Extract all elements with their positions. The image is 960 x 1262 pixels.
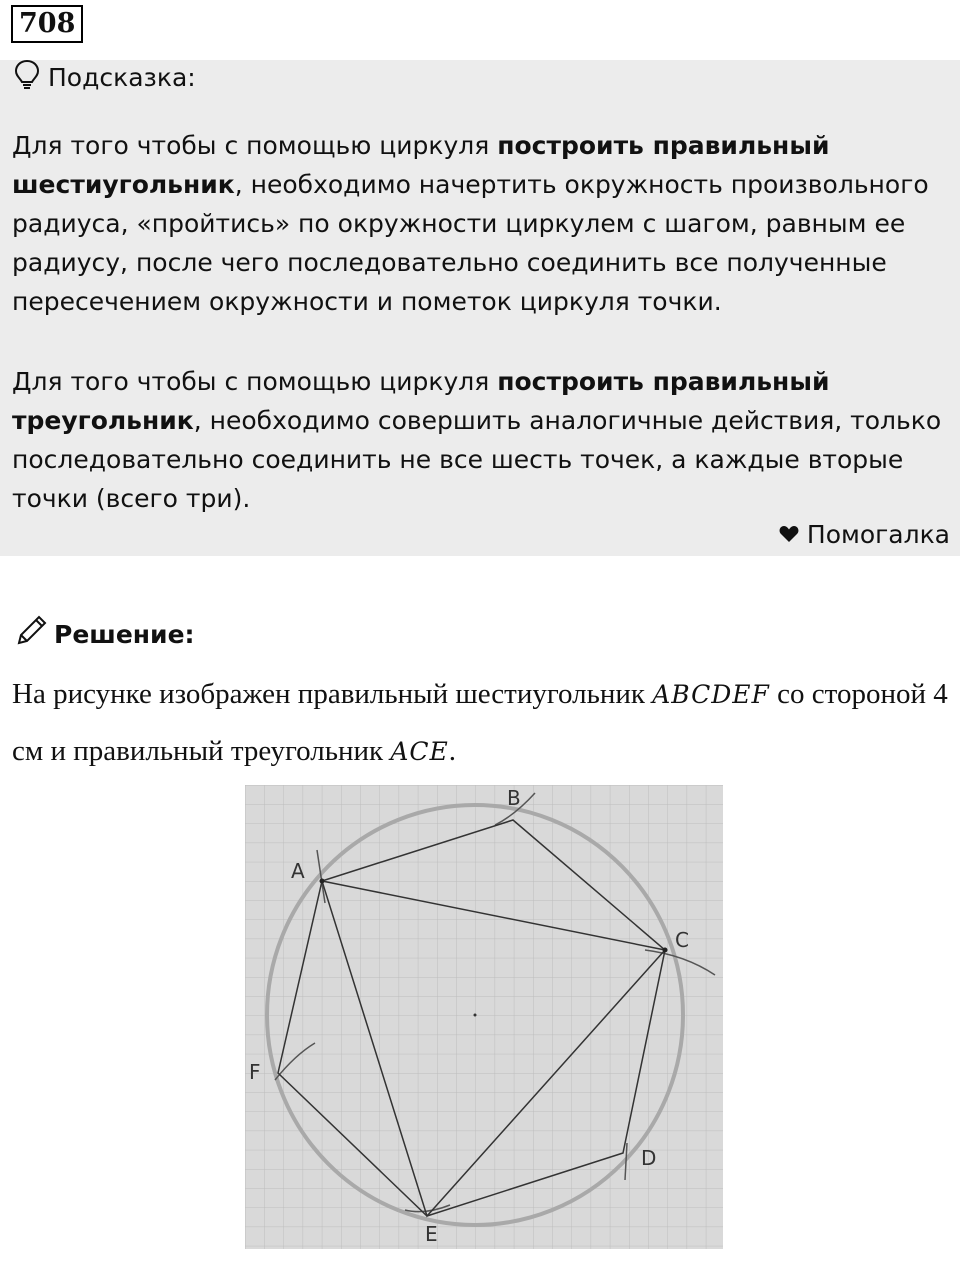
credit-label: Помогалка	[806, 520, 950, 549]
label-c: C	[675, 928, 689, 952]
vertex-c	[663, 948, 668, 953]
solution-text-1: На рисунке изображен правильный шестиугольник	[12, 678, 653, 710]
hint-header	[14, 62, 196, 92]
vertex-a	[320, 879, 325, 884]
label-e: E	[425, 1222, 438, 1246]
solution-title: Решение:	[54, 619, 195, 649]
solution-text-2: со стороной 4 см и правильный треугольник	[12, 678, 948, 767]
construction-figure	[245, 785, 723, 1249]
label-d: D	[641, 1146, 657, 1170]
hint-p2-bold: построить правильный треугольник	[12, 367, 830, 435]
hint-paragraph-2	[12, 362, 952, 518]
hint-p2-before: Для того чтобы с помощью циркуля	[12, 367, 498, 396]
hint-p2-after: , необходимо совершить аналогичные действия, только последовательно соединить не все шесть точек, а каждые вторые точки (всего три).	[12, 406, 942, 513]
label-f: F	[249, 1060, 261, 1084]
solution-text	[12, 666, 952, 780]
hint-p1-after: , необходимо начертить окружность произвольного радиуса, «пройтись» по окружности циркулем с шагом, равным ее радиусу, после чего последовательно соединить все полученные пересечением окружности и пометок циркуля точки.	[12, 170, 929, 316]
label-b: B	[507, 786, 521, 810]
hint-p1-bold: построить правильный шестиугольник	[12, 131, 830, 199]
hint-paragraph-1	[12, 126, 952, 321]
pencil-icon	[14, 614, 48, 654]
solution-text-3: .	[448, 735, 457, 767]
lightbulb-icon	[14, 59, 40, 95]
hint-title: Подсказка:	[48, 62, 196, 92]
task-number: 708	[11, 5, 83, 43]
center-point	[474, 1014, 477, 1017]
hexagon-name: ABCDEF	[652, 680, 770, 709]
hint-p1-before: Для того чтобы с помощью циркуля	[12, 131, 498, 160]
heart-icon	[779, 520, 799, 549]
label-a: A	[291, 859, 305, 883]
credit	[779, 520, 950, 549]
triangle-name: ACE	[390, 737, 449, 766]
solution-header	[14, 616, 195, 652]
